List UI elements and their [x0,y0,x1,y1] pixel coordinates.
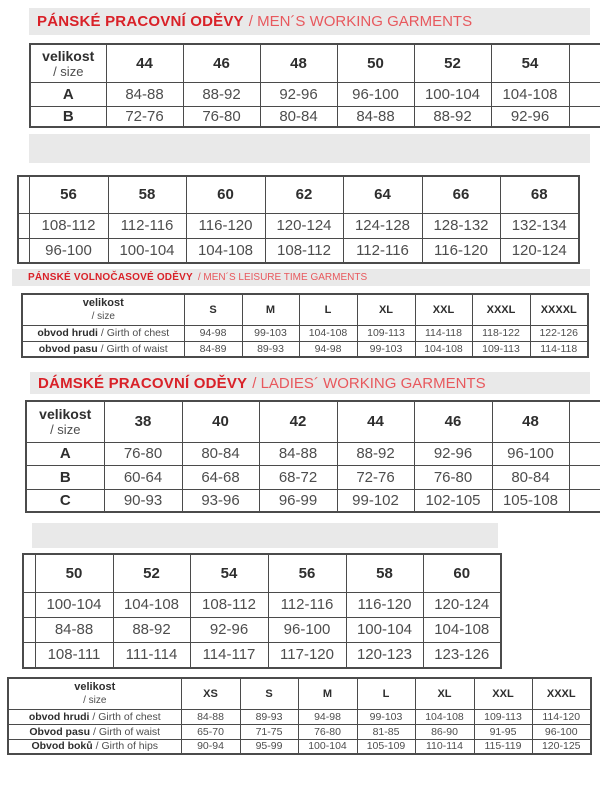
header-row [30,44,600,82]
value-cell: 108-112 [190,592,268,617]
value-cell: 104-108 [415,341,472,357]
size-cell: 44 [106,44,183,82]
value-cell: 123-126 [423,642,501,668]
value-cell: 112-116 [343,238,422,263]
table-row [18,213,579,238]
value-cell: 76-80 [104,442,182,465]
cut-off-cell [569,44,600,82]
row-label-cell: obvod hrudi / Girth of chest [8,709,181,724]
row-label-cell: obvod hrudi / Girth of chest [22,325,184,341]
ladies-work-table-part2 [22,553,502,669]
value-cell: 80-84 [492,465,569,489]
value-cell: 93-96 [182,489,259,512]
value-cell: 104-108 [415,709,474,724]
size-cell: XXL [474,678,532,709]
value-cell: 92-96 [260,82,337,106]
cut-off-cell [23,592,35,617]
ladies-leisure-table [7,677,592,755]
size-cell: 46 [414,401,492,442]
value-cell: 120-125 [532,739,591,754]
section-title-cz: DÁMSKÉ PRACOVNÍ ODĚVY [38,374,248,392]
value-cell: 72-76 [106,106,183,127]
table-row [26,442,600,465]
row-label-cell: B [26,465,104,489]
size-cell: 58 [346,554,423,592]
table-row [30,106,600,127]
table-row [22,341,588,357]
size-cell: 58 [108,176,186,213]
value-cell: 89-93 [242,341,299,357]
value-cell: 94-98 [184,325,242,341]
value-cell: 91-95 [474,724,532,739]
value-cell: 99-102 [337,489,414,512]
value-cell: 99-103 [242,325,299,341]
cut-off-cell [23,554,35,592]
value-cell: 109-113 [472,341,530,357]
value-cell: 90-93 [104,489,182,512]
value-cell: 108-111 [35,642,113,668]
size-cell: XXL [415,294,472,325]
value-cell: 76-80 [183,106,260,127]
ladies-working-title-bar [30,372,590,394]
value-cell: 117-120 [268,642,346,668]
size-cell: XL [415,678,474,709]
velikost-label: velikost [82,297,124,310]
size-cell: XXXL [532,678,591,709]
value-cell: 114-117 [190,642,268,668]
value-cell: 100-104 [108,238,186,263]
value-cell: 99-103 [357,709,415,724]
size-cell: S [240,678,298,709]
value-cell: 76-80 [298,724,357,739]
value-cell: 116-120 [346,592,423,617]
size-cell: 48 [260,44,337,82]
table-row [8,739,591,754]
header-row [26,401,600,442]
size-cell: 40 [182,401,259,442]
size-cell: M [298,678,357,709]
velikost-label: velikost [74,681,116,694]
value-cell: 94-98 [298,709,357,724]
value-cell: 84-89 [184,341,242,357]
size-cell: 66 [422,176,500,213]
velikost-label: velikost [42,47,95,64]
mens-working-title-bar [29,8,590,35]
cut-off-cell [569,489,600,512]
velikost-size-header [26,401,104,442]
row-label-cell: A [26,442,104,465]
value-cell: 96-100 [532,724,591,739]
value-cell: 84-88 [35,617,113,642]
table-row [18,238,579,263]
cut-off-cell [569,442,600,465]
value-cell: 116-120 [422,238,500,263]
value-cell: 114-118 [415,325,472,341]
cut-off-cell [23,642,35,668]
header-row [22,294,588,325]
value-cell: 94-98 [299,341,357,357]
value-cell: 80-84 [182,442,259,465]
value-cell: 114-118 [530,341,588,357]
size-cell: 60 [423,554,501,592]
table-row [23,592,501,617]
mens-table-continuation-band [29,134,590,163]
section-title-en: / MEN´S WORKING GARMENTS [248,13,473,30]
value-cell: 120-123 [346,642,423,668]
value-cell: 81-85 [357,724,415,739]
mens-leisure-title-bar [12,269,590,286]
mens-work-table-part1 [29,43,600,128]
value-cell: 92-96 [414,442,492,465]
row-label-cell: Obvod boků / Girth of hips [8,739,181,754]
velikost-label: velikost [39,406,92,423]
size-cell: XXXXL [530,294,588,325]
value-cell: 88-92 [183,82,260,106]
size-cell: M [242,294,299,325]
table-row [8,709,591,724]
value-cell: 104-108 [491,82,569,106]
table-row [23,617,501,642]
velikost-size-header [30,44,106,82]
size-cell: 44 [337,401,414,442]
value-cell: 120-124 [265,213,343,238]
table-row [22,325,588,341]
velikost-size-header [8,678,181,709]
value-cell: 84-88 [337,106,414,127]
row-label-cell: C [26,489,104,512]
value-cell: 104-108 [299,325,357,341]
value-cell: 100-104 [346,617,423,642]
size-cell: XXXL [472,294,530,325]
ladies-table-continuation-band [32,523,498,548]
value-cell: 80-84 [260,106,337,127]
value-cell: 112-116 [108,213,186,238]
cut-off-cell [569,106,600,127]
table-row [8,724,591,739]
value-cell: 122-126 [530,325,588,341]
value-cell: 96-100 [268,617,346,642]
value-cell: 105-109 [357,739,415,754]
header-row [18,176,579,213]
cut-off-cell [18,213,29,238]
header-row [23,554,501,592]
size-label: / size [53,63,84,79]
value-cell: 96-99 [259,489,337,512]
section-title-cz: PÁNSKÉ PRACOVNÍ ODĚVY [37,13,244,30]
value-cell: 116-120 [186,213,265,238]
size-cell: 56 [29,176,108,213]
size-cell: 56 [268,554,346,592]
value-cell: 120-124 [500,238,579,263]
value-cell: 92-96 [491,106,569,127]
size-cell: XS [181,678,240,709]
cut-off-cell [569,401,600,442]
value-cell: 92-96 [190,617,268,642]
value-cell: 110-114 [415,739,474,754]
value-cell: 84-88 [181,709,240,724]
value-cell: 104-108 [423,617,501,642]
value-cell: 108-112 [265,238,343,263]
value-cell: 76-80 [414,465,492,489]
size-cell: 52 [414,44,491,82]
value-cell: 120-124 [423,592,501,617]
value-cell: 112-116 [268,592,346,617]
velikost-size-header [22,294,184,325]
value-cell: 60-64 [104,465,182,489]
table-row [26,465,600,489]
row-label-cell: A [30,82,106,106]
value-cell: 96-100 [29,238,108,263]
table-row [30,82,600,106]
ladies-work-table-part1 [25,400,600,513]
value-cell: 88-92 [414,106,491,127]
size-cell: S [184,294,242,325]
size-cell: L [299,294,357,325]
size-cell: 54 [190,554,268,592]
section-title-cz: PÁNSKÉ VOLNOČASOVÉ ODĚVY [28,272,193,283]
value-cell: 68-72 [259,465,337,489]
value-cell: 86-90 [415,724,474,739]
size-cell: 46 [183,44,260,82]
value-cell: 104-108 [186,238,265,263]
value-cell: 109-113 [474,709,532,724]
value-cell: 105-108 [492,489,569,512]
value-cell: 71-75 [240,724,298,739]
value-cell: 89-93 [240,709,298,724]
value-cell: 111-114 [113,642,190,668]
header-row [8,678,591,709]
value-cell: 96-100 [492,442,569,465]
row-label-cell: obvod pasu / Girth of waist [22,341,184,357]
section-title-en: / MEN´S LEISURE TIME GARMENTS [197,272,368,283]
size-cell: 52 [113,554,190,592]
size-cell: 62 [265,176,343,213]
size-cell: 48 [492,401,569,442]
value-cell: 88-92 [113,617,190,642]
value-cell: 104-108 [113,592,190,617]
size-cell: L [357,678,415,709]
value-cell: 100-104 [414,82,491,106]
value-cell: 108-112 [29,213,108,238]
size-cell: 38 [104,401,182,442]
row-label-cell: Obvod pasu / Girth of waist [8,724,181,739]
value-cell: 88-92 [337,442,414,465]
cut-off-cell [569,82,600,106]
mens-leisure-table [21,293,589,358]
cut-off-cell [18,176,29,213]
size-label: / size [91,311,115,323]
value-cell: 132-134 [500,213,579,238]
size-label: / size [83,695,107,707]
size-cell: 68 [500,176,579,213]
size-cell: 50 [35,554,113,592]
row-label-cell: B [30,106,106,127]
value-cell: 100-104 [298,739,357,754]
value-cell: 84-88 [106,82,183,106]
value-cell: 102-105 [414,489,492,512]
value-cell: 99-103 [357,341,415,357]
value-cell: 124-128 [343,213,422,238]
size-label: / size [50,422,81,438]
cut-off-cell [569,465,600,489]
size-cell: 60 [186,176,265,213]
value-cell: 95-99 [240,739,298,754]
size-cell: XL [357,294,415,325]
value-cell: 90-94 [181,739,240,754]
value-cell: 72-76 [337,465,414,489]
value-cell: 96-100 [337,82,414,106]
value-cell: 109-113 [357,325,415,341]
value-cell: 100-104 [35,592,113,617]
value-cell: 128-132 [422,213,500,238]
value-cell: 114-120 [532,709,591,724]
size-cell: 54 [491,44,569,82]
value-cell: 84-88 [259,442,337,465]
size-cell: 64 [343,176,422,213]
cut-off-cell [18,238,29,263]
size-cell: 42 [259,401,337,442]
table-row [23,642,501,668]
value-cell: 118-122 [472,325,530,341]
mens-work-table-part2 [17,175,580,264]
table-row [26,489,600,512]
value-cell: 65-70 [181,724,240,739]
value-cell: 64-68 [182,465,259,489]
section-title-en: / LADIES´ WORKING GARMENTS [252,374,486,392]
cut-off-cell [23,617,35,642]
value-cell: 115-119 [474,739,532,754]
size-cell: 50 [337,44,414,82]
